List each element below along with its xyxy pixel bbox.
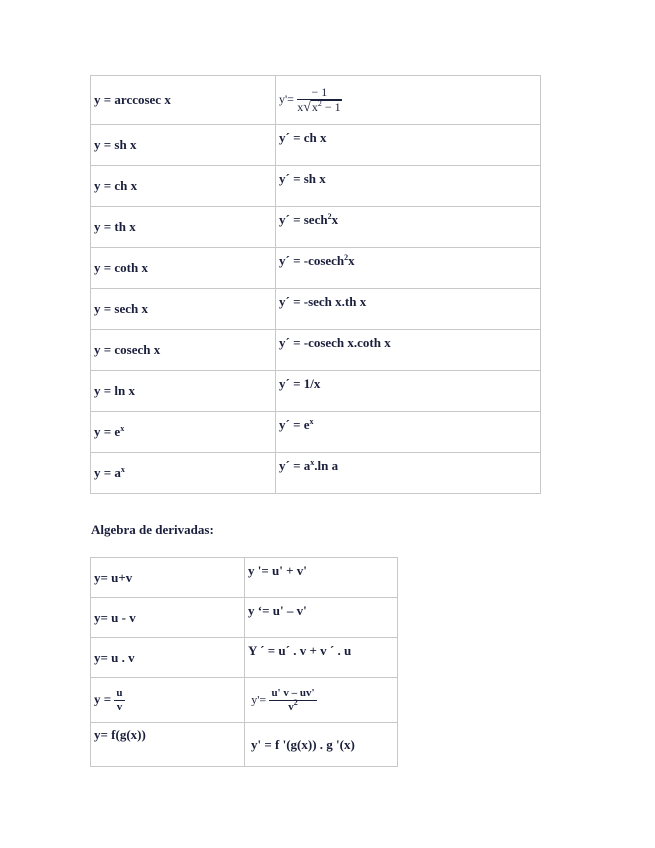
table-row [91,558,398,598]
fraction-numerator: u' v – uv' [271,686,315,699]
radicand-exponent: 2 [317,99,322,108]
function-cell [91,638,245,678]
derivative-fraction [269,687,316,714]
section-heading: Algebra de derivadas: [91,522,214,537]
derivative-text: y´ = 1/x [279,376,321,391]
derivative-text: y´ = e [279,417,310,432]
function-text: y = th x [94,219,136,234]
derivative-exponent: x [309,417,314,426]
table-row [91,207,541,248]
function-text: y = coth x [94,260,148,275]
function-prefix: y = [94,690,112,706]
function-cell [91,248,276,289]
function-exponent: x [120,465,125,474]
derivative-cell [245,558,398,598]
fraction-numerator: u [116,686,123,699]
derivative-text: Y ´ = u´ . v + v ´ . u [248,643,352,658]
derivative-text: y´ = a [279,458,311,473]
derivative-algebra-table [90,557,398,767]
derivative-cell [276,166,541,207]
table-row [91,330,541,371]
function-text: y = ln x [94,383,135,398]
derivative-text: y´ = sh x [279,171,326,186]
fraction-denominator [297,100,341,114]
table-row [91,248,541,289]
table-row [91,166,541,207]
function-cell [91,453,276,494]
derivative-cell [245,678,398,723]
derivative-cell [276,76,541,125]
function-cell [91,76,276,125]
derivative-text: y´ = ch x [279,130,327,145]
derivative-tail: x [331,212,339,227]
function-exponent: x [120,424,125,433]
function-fraction [114,687,124,714]
table-row [91,289,541,330]
den-x: x [297,100,304,114]
derivative-cell [245,638,398,678]
derivative-fraction [297,86,341,114]
function-text: y = cosech x [94,342,161,357]
function-cell [91,125,276,166]
sqrt-icon: √ [303,100,311,115]
derivative-text: y ‘= u' – v' [248,603,307,618]
derivative-cell [276,330,541,371]
derivative-text: y´ = -cosech [279,253,345,268]
fraction-numerator: − 1 [297,86,341,100]
table-row [91,412,541,453]
function-cell [91,598,245,638]
radicand-tail: − 1 [321,100,341,114]
function-text: y = ch x [94,178,138,193]
table-row [91,453,541,494]
derivative-cell [276,412,541,453]
table-row [91,76,541,125]
den-base: v [288,700,294,713]
derivative-prefix: y'= [279,91,294,106]
function-cell [91,166,276,207]
derivative-tail: .ln a [314,458,339,473]
derivative-text: y´ = -sech x.th x [279,294,367,309]
table-row [91,723,398,767]
function-cell [91,330,276,371]
derivative-cell [276,453,541,494]
fraction-denominator [269,697,316,714]
den-exponent: 2 [293,697,298,707]
derivative-text: y´ = -cosech x.coth x [279,335,391,350]
derivative-exponent: x [310,458,315,467]
function-cell [91,678,245,723]
derivatives-table [90,75,541,494]
function-cell [91,723,245,767]
derivative-prefix: y'= [251,691,267,706]
function-text: y = e [94,424,121,439]
function-cell [91,289,276,330]
table-row [91,371,541,412]
radicand [311,100,342,114]
function-text: y = a [94,465,121,480]
derivative-exponent: 2 [327,212,332,221]
table-row [91,125,541,166]
radicand-base: x [311,100,318,114]
function-cell [91,207,276,248]
function-text: y = arccosec x [94,92,171,107]
function-text: y= u - v [94,609,136,625]
table-row [91,598,398,638]
function-text: y = sh x [94,137,137,152]
function-text: y= f(g(x)) [94,727,146,742]
table-row [91,678,398,723]
derivative-cell [276,207,541,248]
derivative-cell [245,598,398,638]
derivative-cell [276,289,541,330]
derivative-cell [276,125,541,166]
function-cell [91,371,276,412]
derivative-exponent: 2 [344,253,349,262]
derivative-cell [276,371,541,412]
function-text: y = sech x [94,301,148,316]
derivative-cell [276,248,541,289]
function-cell [91,412,276,453]
function-cell [91,558,245,598]
function-text: y= u . v [94,649,135,665]
derivative-cell [245,723,398,767]
table-row [91,638,398,678]
fraction-denominator: v [116,700,123,713]
derivative-text: y' = f '(g(x)) . g '(x) [251,736,355,752]
derivative-text: y '= u' + v' [248,563,307,578]
derivative-tail: x [348,253,355,268]
function-text: y= u+v [94,569,133,585]
derivative-text: y´ = sech [279,212,328,227]
